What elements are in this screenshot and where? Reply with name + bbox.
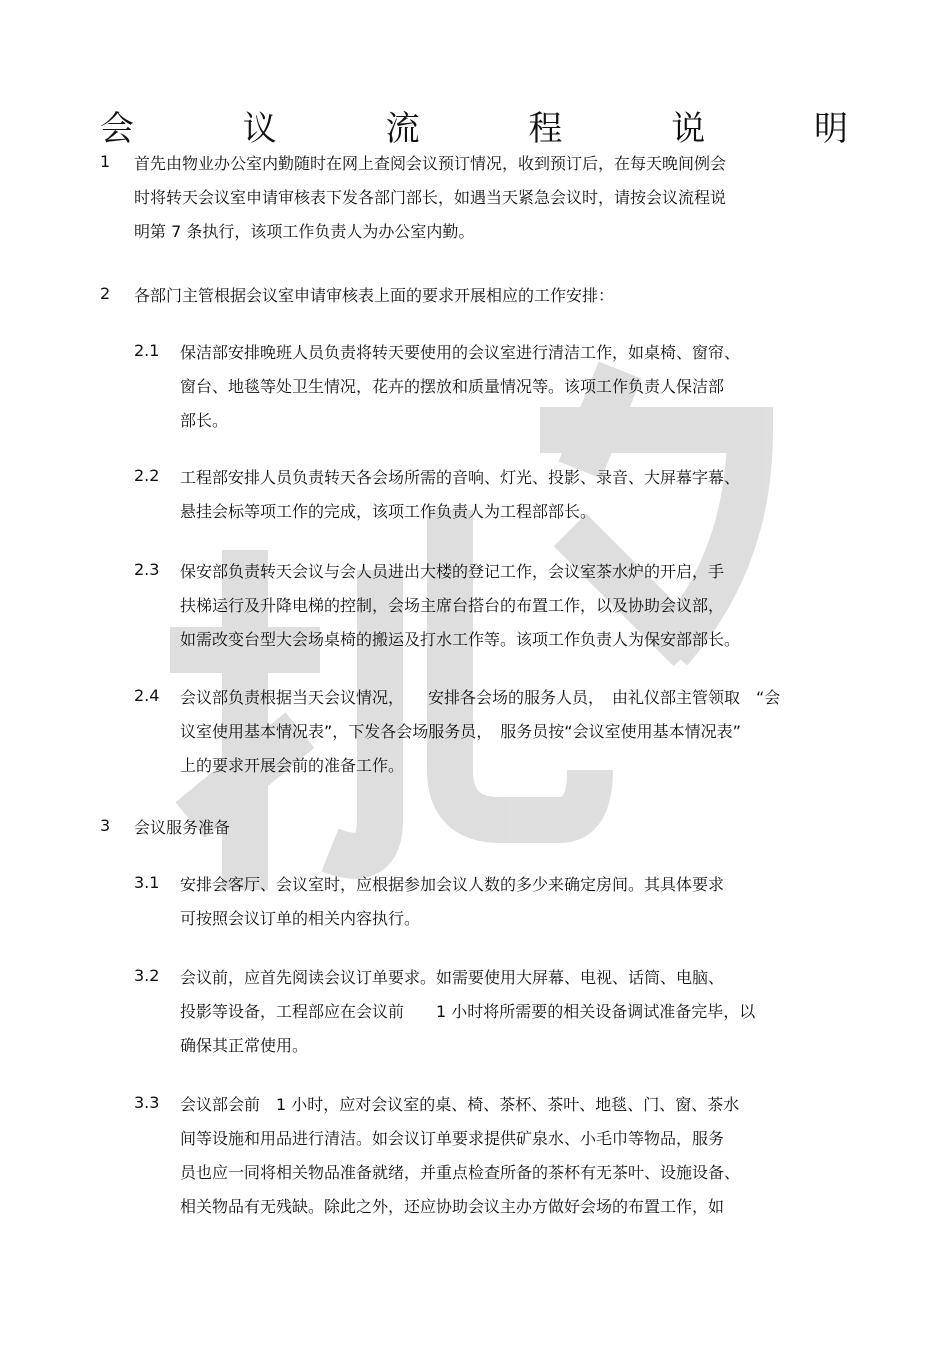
text-line: 部长。 bbox=[180, 411, 229, 430]
section-number: 2.2 bbox=[134, 466, 160, 485]
text-line: 窗台、地毯等处卫生情况，花卉的摆放和质量情况等。该项工作负责人保洁部 bbox=[180, 377, 725, 396]
section-number: 3.1 bbox=[134, 873, 160, 892]
text-line: 安排会客厅、会议室时，应根据参加会议人数的多少来确定房间。其具体要求 bbox=[180, 875, 725, 894]
section-text bbox=[180, 966, 755, 1068]
text-line: 上的要求开展会前的准备工作。 bbox=[180, 756, 405, 775]
text-line: 悬挂会标等项工作的完成，该项工作负责人为工程部部长。 bbox=[180, 502, 597, 521]
section-2-4 bbox=[0, 686, 950, 796]
text-line: 会议服务准备 bbox=[134, 818, 231, 837]
section-text bbox=[180, 560, 740, 662]
section-number: 2 bbox=[100, 284, 111, 303]
title-char: 会 bbox=[100, 108, 134, 149]
section-2-1 bbox=[0, 341, 950, 451]
text-line: 保洁部安排晚班人员负责将转天要使用的会议室进行清洁工作，如桌椅、窗帘、 bbox=[180, 343, 741, 362]
text-line: 时将转天会议室申请审核表下发各部门部长，如遇当天紧急会议时，请按会议流程说 bbox=[134, 188, 727, 207]
text-line: 如需改变台型大会场桌椅的搬运及打水工作等。该项工作负责人为保安部部长。 bbox=[180, 630, 741, 649]
text-line: 工程部安排人员负责转天各会场所需的音响、灯光、投影、录音、大屏幕字幕、 bbox=[180, 468, 741, 487]
section-text bbox=[180, 466, 740, 534]
text-line: 会议部负责根据当天会议情况， 安排各会场的服务人员， 由礼仪部主管领取 “会 bbox=[180, 688, 781, 707]
section-number: 2.1 bbox=[134, 341, 160, 360]
section-number: 3.2 bbox=[134, 966, 160, 985]
section-number: 2.3 bbox=[134, 560, 160, 579]
section-2-2 bbox=[0, 466, 950, 541]
text-line: 间等设施和用品进行清洁。如会议订单要求提供矿泉水、小毛巾等物品，服务 bbox=[180, 1129, 725, 1148]
section-number: 3.3 bbox=[134, 1093, 160, 1112]
text-line: 各部门主管根据会议室申请审核表上面的要求开展相应的工作安排： bbox=[134, 286, 615, 305]
text-line: 明第 7 条执行，该项工作负责人为办公室内勤。 bbox=[134, 222, 475, 241]
text-line: 议室使用基本情况表”，下发各会场服务员， 服务员按“会议室使用基本情况表” bbox=[180, 722, 741, 741]
text-line: 扶梯运行及升降电梯的控制，会场主席台搭台的布置工作，以及协助会议部， bbox=[180, 596, 725, 615]
text-line: 首先由物业办公室内勤随时在网上查阅会议预订情况，收到预订后，在每天晚间例会 bbox=[134, 154, 727, 173]
section-text bbox=[134, 284, 614, 318]
title-char: 程 bbox=[528, 108, 563, 149]
section-text bbox=[180, 341, 740, 443]
section-text bbox=[134, 152, 726, 254]
section-2 bbox=[0, 284, 950, 324]
text-line: 可按照会议订单的相关内容执行。 bbox=[180, 909, 421, 928]
section-number: 2.4 bbox=[134, 686, 160, 705]
section-1 bbox=[0, 152, 950, 262]
section-3-3 bbox=[0, 1093, 950, 1233]
text-line: 保安部负责转天会议与会人员进出大楼的登记工作，会议室茶水炉的开启，手 bbox=[180, 562, 725, 581]
section-3-1 bbox=[0, 873, 950, 948]
page-title bbox=[100, 100, 848, 150]
section-text bbox=[180, 873, 724, 941]
section-text bbox=[180, 686, 780, 788]
section-3 bbox=[0, 816, 950, 856]
title-char: 明 bbox=[813, 108, 848, 149]
section-text bbox=[134, 816, 230, 850]
text-line: 确保其正常使用。 bbox=[180, 1036, 309, 1055]
text-line: 投影等设备，工程部应在会议前 1 小时将所需要的相关设备调试准备完毕，以 bbox=[180, 1002, 756, 1021]
text-line: 会议前，应首先阅读会议订单要求。如需要使用大屏幕、电视、话筒、电脑、 bbox=[180, 968, 725, 987]
section-number: 3 bbox=[100, 816, 111, 835]
section-text bbox=[180, 1093, 740, 1229]
section-number: 1 bbox=[100, 152, 111, 171]
title-char: 说 bbox=[671, 108, 706, 149]
section-2-3 bbox=[0, 560, 950, 670]
title-char: 议 bbox=[242, 108, 277, 149]
section-3-2 bbox=[0, 966, 950, 1076]
title-char: 流 bbox=[385, 108, 420, 149]
text-line: 相关物品有无残缺。除此之外，还应协助会议主办方做好会场的布置工作，如 bbox=[180, 1197, 725, 1216]
text-line: 会议部会前 1 小时，应对会议室的桌、椅、茶杯、茶叶、地毯、门、窗、茶水 bbox=[180, 1095, 740, 1114]
text-line: 员也应一同将相关物品准备就绪，并重点检查所备的茶杯有无茶叶、设施设备、 bbox=[180, 1163, 741, 1182]
